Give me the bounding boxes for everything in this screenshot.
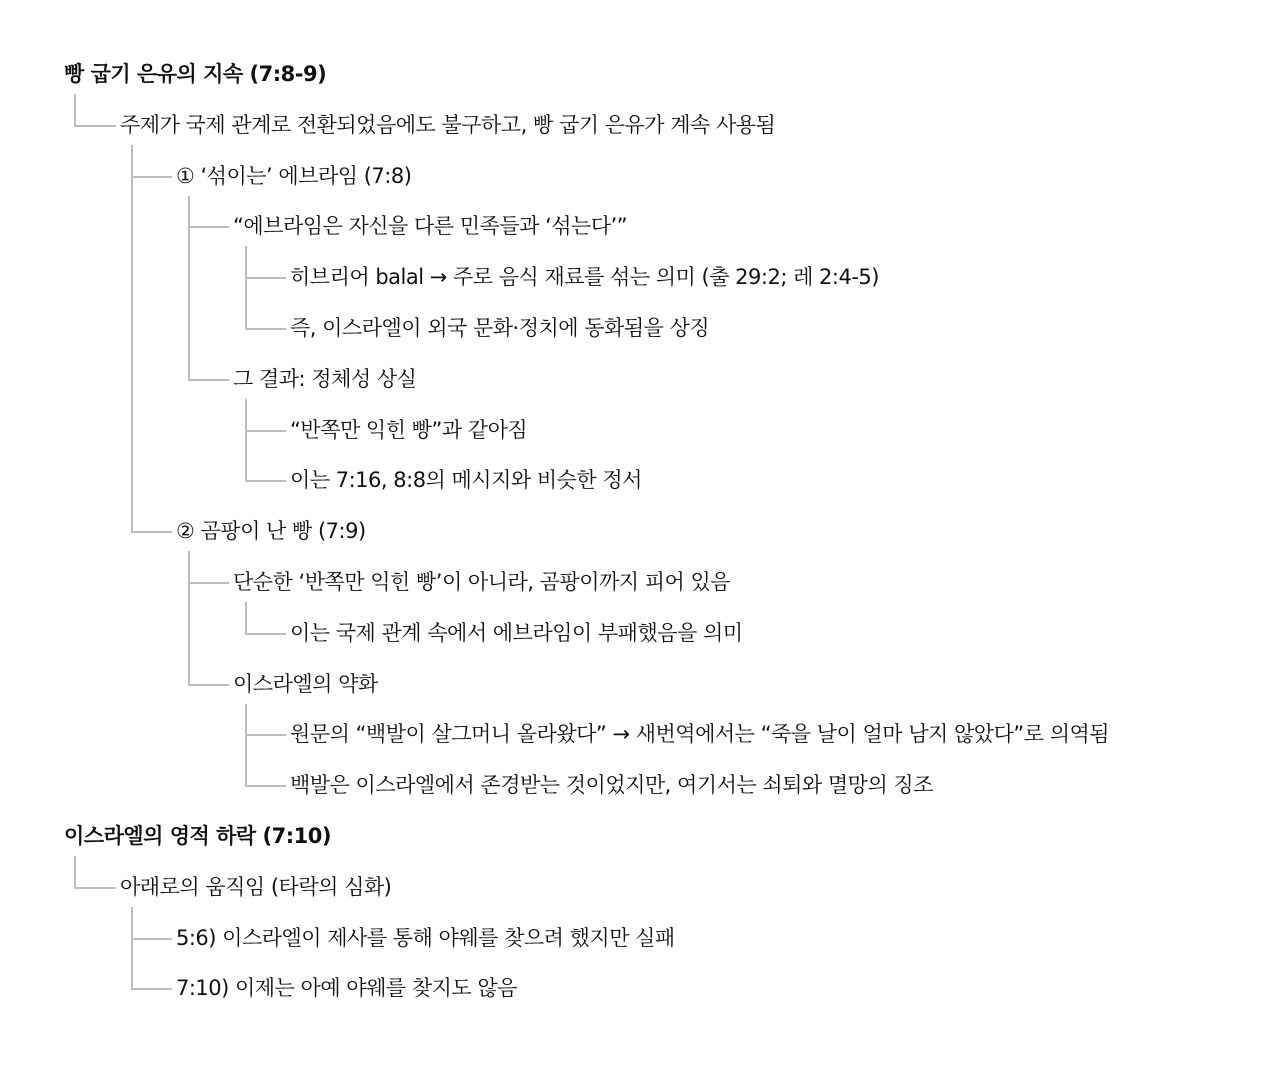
tree-connector-horizontal [245,633,286,635]
tree-connector-horizontal [131,176,172,178]
tree-connector-horizontal [188,379,229,381]
outline-item: ① ‘섞이는’ 에브라임 (7:8) [176,163,412,188]
outline-item: 단순한 ‘반쪽만 익힌 빵’이 아니라, 곰팡이까지 피어 있음 [233,570,731,594]
tree-connector-horizontal [74,887,116,889]
outline-item: 아래로의 움직임 (타락의 심화) [120,874,392,899]
outline-item: 그 결과: 정체성 상실 [233,366,417,391]
tree-connector-horizontal [131,531,172,533]
section-heading: 이스라엘의 영적 하락 (7:10) [64,824,331,848]
outline-item: 7:10) 이제는 아예 야웨를 찾지도 않음 [176,976,517,1001]
tree-connector-vertical [188,551,190,684]
outline-item: 이는 국제 관계 속에서 에브라임이 부패했음을 의미 [290,620,743,645]
tree-connector-horizontal [245,480,286,482]
tree-connector-vertical [245,246,247,329]
tree-connector-vertical [131,907,133,990]
outline-item: “반쪽만 익힌 빵”과 같아짐 [290,417,528,442]
outline-item: 백발은 이스라엘에서 존경받는 것이었지만, 여기서는 쇠퇴와 멸망의 징조 [290,773,933,798]
outline-item: 즉, 이스라엘이 외국 문화·정치에 동화됨을 상징 [290,316,710,340]
tree-connector-horizontal [245,430,286,432]
tree-connector-horizontal [245,734,286,736]
section-heading: 빵 굽기 은유의 지속 (7:8-9) [64,62,327,86]
outline-item: ② 곰팡이 난 빵 (7:9) [176,519,366,544]
outline-item: 히브리어 balal → 주로 음식 재료를 섞는 의미 (출 29:2; 레 2:4-5) [290,265,879,290]
tree-connector-horizontal [188,582,229,584]
outline-item: 원문의 “백발이 살그머니 올라왔다” → 새번역에서는 “죽을 날이 얼마 남지 않았다”로 의역됨 [290,722,1110,747]
tree-connector-horizontal [245,328,286,330]
tree-connector-vertical [245,399,247,482]
tree-connector-horizontal [245,277,286,279]
tree-connector-horizontal [188,684,229,686]
tree-connector-vertical [245,704,247,787]
tree-connector-horizontal [188,226,229,228]
tree-connector-horizontal [74,125,116,127]
outline-item: 5:6) 이스라엘이 제사를 통해 야웨를 찾으려 했지만 실패 [176,925,675,950]
tree-connector-vertical [188,196,190,380]
outline-item: 주제가 국제 관계로 전환되었음에도 불구하고, 빵 굽기 은유가 계속 사용됨 [120,112,776,137]
tree-connector-vertical [74,856,76,888]
tree-connector-vertical [74,94,76,126]
tree-connector-horizontal [245,785,286,787]
outline-item: 이는 7:16, 8:8의 메시지와 비슷한 정서 [290,468,642,493]
tree-connector-horizontal [131,988,172,990]
outline-item: “에브라임은 자신을 다른 민족들과 ‘섞는다’” [233,214,628,239]
tree-connector-vertical [131,145,133,532]
outline-item: 이스라엘의 약화 [233,671,378,696]
tree-connector-horizontal [131,938,172,940]
tree-connector-vertical [245,602,247,634]
